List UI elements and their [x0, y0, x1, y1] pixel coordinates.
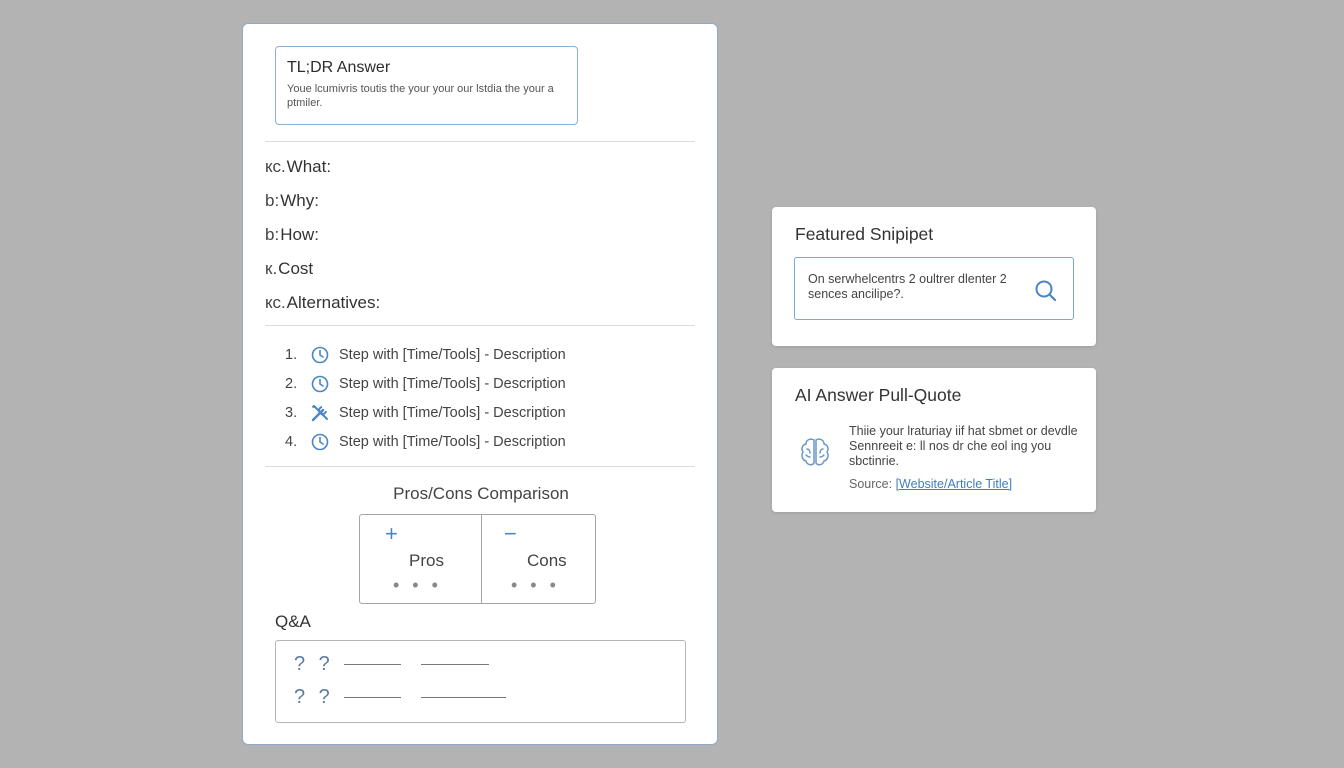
cons-dots: • • •	[511, 575, 560, 595]
step-label: Step with [Time/Tools] - Description	[339, 375, 566, 392]
source-link[interactable]: [Website/Article Title]	[895, 477, 1013, 491]
pros-column	[360, 515, 482, 603]
main-answer-card	[242, 23, 718, 745]
outline-marker: к.	[265, 259, 278, 278]
placeholder-line	[421, 697, 506, 698]
tldr-text: Youe lcumivris toutis the your your our lstdia the your a ptmiler.	[287, 83, 554, 109]
outline-item-cost	[265, 259, 380, 293]
outline-list	[265, 157, 380, 327]
source-label: Source:	[849, 477, 893, 491]
outline-marker: кc.	[265, 157, 286, 176]
step-item	[285, 427, 566, 456]
clock-icon	[309, 344, 331, 366]
pros-label: Pros	[409, 551, 444, 570]
step-item	[285, 398, 566, 427]
qa-row	[294, 653, 509, 676]
tools-icon	[309, 402, 331, 424]
step-number: 4.	[285, 433, 298, 450]
placeholder-line	[344, 664, 401, 665]
outline-label: What:	[286, 157, 332, 176]
proscons-table	[359, 514, 596, 604]
step-number: 2.	[285, 375, 298, 392]
quote-text: Thiie your lraturiay iif hat sbmet or devdle Sennreeit e: ll nos dr che eol ing you sbctinrie.	[849, 424, 1078, 468]
quote-title: AI Answer Pull-Quote	[795, 385, 962, 405]
step-number: 3.	[285, 404, 298, 421]
outline-label: Alternatives:	[286, 293, 381, 312]
cons-label: Cons	[527, 551, 567, 570]
outline-item-why	[265, 191, 380, 225]
step-label: Step with [Time/Tools] - Description	[339, 433, 566, 450]
step-label: Step with [Time/Tools] - Description	[339, 404, 566, 421]
outline-marker: b:	[265, 225, 280, 244]
ai-pull-quote-card	[772, 368, 1096, 512]
outline-label: Cost	[278, 259, 314, 278]
featured-snippet-card	[772, 207, 1096, 346]
outline-marker: кc.	[265, 293, 286, 312]
minus-icon: −	[504, 521, 517, 546]
snippet-box[interactable]	[794, 257, 1074, 320]
cons-column	[482, 515, 595, 603]
qa-row	[294, 686, 526, 709]
outline-item-how	[265, 225, 380, 259]
search-icon[interactable]	[1033, 278, 1059, 304]
tldr-title: TL;DR Answer	[287, 59, 391, 76]
pros-dots: • • •	[393, 575, 442, 595]
snippet-title: Featured Snipipet	[795, 224, 934, 244]
qa-title: Q&A	[275, 612, 311, 631]
outline-item-what	[265, 157, 380, 191]
question-marks: ? ?	[294, 653, 334, 675]
steps-list	[285, 340, 566, 456]
clock-icon	[309, 431, 331, 453]
plus-icon: +	[385, 521, 398, 546]
divider	[265, 141, 695, 142]
clock-icon	[309, 373, 331, 395]
outline-label: Why:	[280, 191, 319, 210]
step-label: Step with [Time/Tools] - Description	[339, 346, 566, 363]
question-marks: ? ?	[294, 686, 334, 708]
divider	[265, 466, 695, 467]
step-number: 1.	[285, 346, 298, 363]
step-item	[285, 340, 566, 369]
brain-icon	[798, 435, 832, 469]
outline-label: How:	[280, 225, 319, 244]
divider	[265, 325, 695, 326]
qa-box	[275, 640, 686, 723]
snippet-text: On serwhelcentrs 2 oultrer dlenter 2 sences ancilipe?.	[808, 272, 1007, 301]
quote-source	[849, 477, 1012, 491]
outline-item-alternatives	[265, 293, 380, 327]
placeholder-line	[421, 664, 489, 665]
outline-marker: b:	[265, 191, 280, 210]
proscons-title: Pros/Cons Comparison	[393, 484, 569, 503]
placeholder-line	[344, 697, 401, 698]
tldr-box	[275, 46, 578, 125]
step-item	[285, 369, 566, 398]
